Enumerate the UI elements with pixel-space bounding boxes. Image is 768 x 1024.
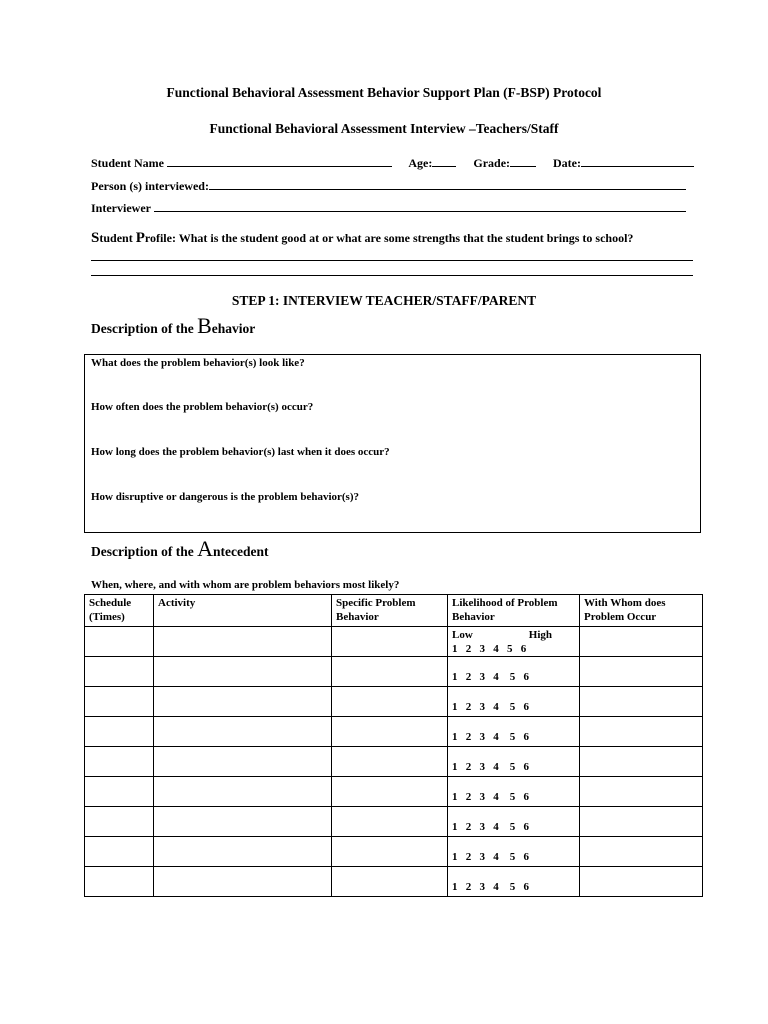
student-name-label: Student Name [91, 156, 165, 170]
table-row [85, 807, 703, 837]
activity-cell[interactable] [154, 777, 332, 807]
likelihood-cell[interactable] [448, 687, 580, 717]
likelihood-scale: 1 2 3 4 5 6 [452, 881, 529, 893]
with-whom-cell[interactable] [580, 807, 703, 837]
likelihood-scale: 1 2 3 4 5 6 [452, 821, 529, 833]
student-profile-question [91, 230, 633, 247]
likelihood-cell[interactable] [448, 807, 580, 837]
persons-interviewed-field[interactable] [209, 178, 686, 190]
behavior-question: How long does the problem behavior(s) last when it does occur? [91, 446, 390, 458]
schedule-cell[interactable] [85, 837, 154, 867]
table-row [85, 837, 703, 867]
document-title: Functional Behavioral Assessment Behavior Support Plan (F-BSP) Protocol [166, 85, 602, 100]
col-header-likelihood: Likelihood of Problem Behavior [448, 595, 580, 627]
with-whom-cell[interactable] [580, 747, 703, 777]
behavior-question: What does the problem behavior(s) look like? [91, 357, 305, 369]
with-whom-cell[interactable] [580, 657, 703, 687]
activity-cell[interactable] [154, 687, 332, 717]
specific-behavior-cell[interactable] [332, 777, 448, 807]
table-row [85, 627, 703, 657]
specific-behavior-cell[interactable] [332, 747, 448, 777]
specific-behavior-cell[interactable] [332, 627, 448, 657]
likelihood-cell[interactable] [448, 867, 580, 897]
table-row [85, 717, 703, 747]
schedule-cell[interactable] [85, 657, 154, 687]
persons-interviewed-label: Person (s) interviewed: [91, 179, 209, 193]
antecedent-heading-prefix: Description of the [91, 544, 198, 559]
behavior-question: How often does the problem behavior(s) occur? [91, 401, 314, 413]
activity-cell[interactable] [154, 627, 332, 657]
behavior-question: How disruptive or dangerous is the problem behavior(s)? [91, 491, 359, 503]
table-row [85, 747, 703, 777]
likelihood-cell[interactable] [448, 837, 580, 867]
behavior-heading [91, 313, 255, 339]
likelihood-scale: 1 2 3 4 5 6 [452, 671, 529, 683]
with-whom-cell[interactable] [580, 777, 703, 807]
table-header-row [85, 595, 703, 627]
with-whom-cell[interactable] [580, 717, 703, 747]
date-label: Date: [553, 156, 581, 170]
schedule-cell[interactable] [85, 747, 154, 777]
specific-behavior-cell[interactable] [332, 687, 448, 717]
age-field[interactable] [432, 155, 456, 167]
antecedent-heading-initial: A [197, 536, 213, 561]
profile-initial-2: P [135, 230, 145, 246]
likelihood-scale: 1 2 3 4 5 6 [452, 761, 529, 773]
likelihood-cell[interactable] [448, 627, 580, 657]
activity-cell[interactable] [154, 807, 332, 837]
grade-field[interactable] [510, 155, 536, 167]
antecedent-heading [91, 536, 268, 562]
specific-behavior-cell[interactable] [332, 807, 448, 837]
activity-cell[interactable] [154, 867, 332, 897]
high-label: High [528, 629, 552, 641]
interviewer-label: Interviewer [91, 201, 151, 215]
likelihood-cell[interactable] [448, 657, 580, 687]
col-header-schedule: Schedule (Times) [85, 595, 154, 627]
likelihood-scale: 1 2 3 4 5 6 [452, 701, 529, 713]
likelihood-scale: 1 2 3 4 5 6 [452, 791, 529, 803]
low-label: Low [452, 629, 473, 641]
behavior-heading-prefix: Description of the [91, 321, 198, 336]
specific-behavior-cell[interactable] [332, 717, 448, 747]
interviewer-field[interactable] [154, 200, 686, 212]
activity-cell[interactable] [154, 717, 332, 747]
antecedent-heading-rest: ntecedent [213, 544, 269, 559]
profile-word1: tudent [99, 231, 136, 245]
schedule-cell[interactable] [85, 867, 154, 897]
antecedent-caption: When, where, and with whom are problem behaviors most likely? [91, 579, 400, 591]
likelihood-cell[interactable] [448, 717, 580, 747]
interviewer-row [91, 200, 686, 216]
likelihood-cell[interactable] [448, 777, 580, 807]
date-field[interactable] [581, 155, 694, 167]
step1-title: STEP 1: INTERVIEW TEACHER/STAFF/PARENT [231, 293, 537, 308]
profile-word2: rofile [144, 231, 172, 245]
with-whom-cell[interactable] [580, 687, 703, 717]
student-name-field[interactable] [167, 155, 392, 167]
profile-initial: S [91, 230, 100, 246]
likelihood-scale: 1 2 3 4 5 6 [452, 731, 529, 743]
col-header-activity: Activity [154, 595, 332, 627]
schedule-cell[interactable] [85, 687, 154, 717]
table-row [85, 687, 703, 717]
likelihood-scale: 1 2 3 4 5 6 [452, 851, 529, 863]
likelihood-cell[interactable] [448, 747, 580, 777]
activity-cell[interactable] [154, 657, 332, 687]
grade-label: Grade: [473, 156, 511, 170]
profile-question-text: : What is the student good at or what are some strengths that the student brings to school? [171, 231, 634, 245]
with-whom-cell[interactable] [580, 867, 703, 897]
specific-behavior-cell[interactable] [332, 867, 448, 897]
schedule-cell[interactable] [85, 627, 154, 657]
behavior-heading-rest: ehavior [211, 321, 256, 336]
schedule-cell[interactable] [85, 717, 154, 747]
activity-cell[interactable] [154, 837, 332, 867]
profile-answer-line-2[interactable] [91, 275, 693, 276]
table-row [85, 657, 703, 687]
table-row [85, 777, 703, 807]
with-whom-cell[interactable] [580, 837, 703, 867]
specific-behavior-cell[interactable] [332, 837, 448, 867]
antecedent-table [84, 594, 703, 897]
activity-cell[interactable] [154, 747, 332, 777]
col-header-with-whom: With Whom does Problem Occur [580, 595, 703, 627]
col-header-specific-behavior: Specific Problem Behavior [332, 595, 448, 627]
behavior-heading-initial: B [197, 313, 212, 338]
schedule-cell[interactable] [85, 807, 154, 837]
age-label: Age: [408, 156, 433, 170]
persons-interviewed-row [91, 178, 686, 194]
schedule-cell[interactable] [85, 777, 154, 807]
document-subtitle: Functional Behavioral Assessment Interview –Teachers/Staff [209, 121, 559, 136]
specific-behavior-cell[interactable] [332, 657, 448, 687]
behavior-description-box[interactable] [84, 354, 701, 533]
table-row [85, 867, 703, 897]
profile-answer-line-1[interactable] [91, 260, 693, 261]
with-whom-cell[interactable] [580, 627, 703, 657]
student-info-row [91, 155, 694, 171]
likelihood-scale: 1 2 3 4 5 6 [452, 643, 527, 655]
